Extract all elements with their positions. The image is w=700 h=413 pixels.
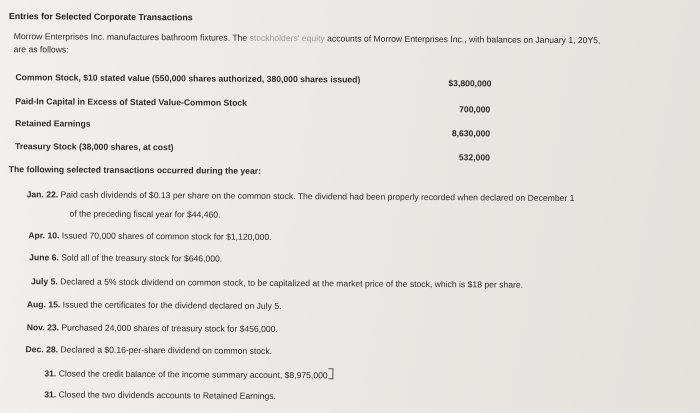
account-amount: 8,630,000 bbox=[451, 128, 491, 139]
transaction-date: June 6. bbox=[29, 252, 59, 263]
transaction-row bbox=[28, 230, 271, 243]
transaction-text: Sold all of the treasury stock for $646,000. bbox=[61, 252, 223, 264]
transaction-text: Purchased 24,000 shares of treasury stock for $456,000. bbox=[61, 322, 278, 334]
transaction-row bbox=[27, 189, 575, 204]
transaction-text: Paid cash dividends of $0.13 per share on the common stock. The dividend had been properly recorded when declared on December 1 bbox=[60, 189, 575, 204]
transaction-date: Apr. 10. bbox=[28, 230, 60, 241]
transaction-text: Declared a $0.16-per-share dividend on common stock. bbox=[60, 344, 273, 356]
transaction-row bbox=[26, 344, 273, 357]
transaction-row bbox=[44, 366, 333, 381]
transaction-date: 31. bbox=[44, 368, 57, 379]
account-amount: $3,800,000 bbox=[448, 78, 492, 89]
transaction-date: Aug. 15. bbox=[26, 299, 61, 310]
text-cursor-icon bbox=[329, 368, 334, 379]
transaction-date: July 5. bbox=[31, 276, 58, 287]
transaction-text: Declared a 5% stock dividend on common stock, to be capitalized at the market price of the stock, which is $18 per share. bbox=[60, 276, 524, 290]
transaction-text: Closed the credit balance of the income summary account, $8,975,000 bbox=[58, 368, 328, 381]
account-label: Treasury Stock (38,000 shares, at cost) bbox=[14, 141, 174, 153]
transaction-row bbox=[44, 389, 276, 402]
transaction-date: Nov. 23. bbox=[26, 322, 60, 333]
transaction-date: 31. bbox=[44, 389, 57, 400]
intro-text-end: accounts of Morrow Enterprises Inc., with balances on January 1, 20Y5, bbox=[327, 33, 601, 46]
transaction-text: Closed the two dividends accounts to Retained Earnings. bbox=[58, 389, 276, 401]
transactions-intro: The following selected transactions occurred during the year: bbox=[8, 164, 261, 176]
account-amount: 700,000 bbox=[459, 104, 491, 115]
transaction-text: Issued 70,000 shares of common stock for $1,120,000. bbox=[61, 230, 272, 242]
transaction-row bbox=[27, 299, 282, 312]
transaction-date: Jan. 22. bbox=[26, 189, 59, 200]
transaction-row bbox=[31, 276, 523, 290]
account-label: Retained Earnings bbox=[15, 118, 91, 129]
intro-line-1 bbox=[14, 31, 601, 46]
intro-text-faint: stockholders' equity bbox=[249, 32, 325, 44]
account-amount: 532,000 bbox=[458, 152, 490, 163]
transaction-row bbox=[27, 322, 278, 335]
intro-line-2: are as follows: bbox=[13, 44, 69, 55]
document-title: Entries for Selected Corporate Transactions bbox=[8, 11, 193, 23]
transaction-text: Issued the certificates for the dividend declared on July 5. bbox=[62, 299, 282, 311]
transaction-text-continued: of the preceding fiscal year for $44,460. bbox=[69, 208, 221, 220]
account-label: Common Stock, $10 stated value (550,000 shares authorized, 380,000 shares issued) bbox=[15, 72, 361, 85]
intro-text-start: Morrow Enterprises Inc. manufactures bathroom fixtures. The bbox=[13, 31, 248, 43]
account-label: Paid-In Capital in Excess of Stated Value-Common Stock bbox=[15, 96, 247, 108]
transaction-date: Dec. 28. bbox=[25, 344, 59, 355]
transaction-row bbox=[29, 252, 222, 264]
